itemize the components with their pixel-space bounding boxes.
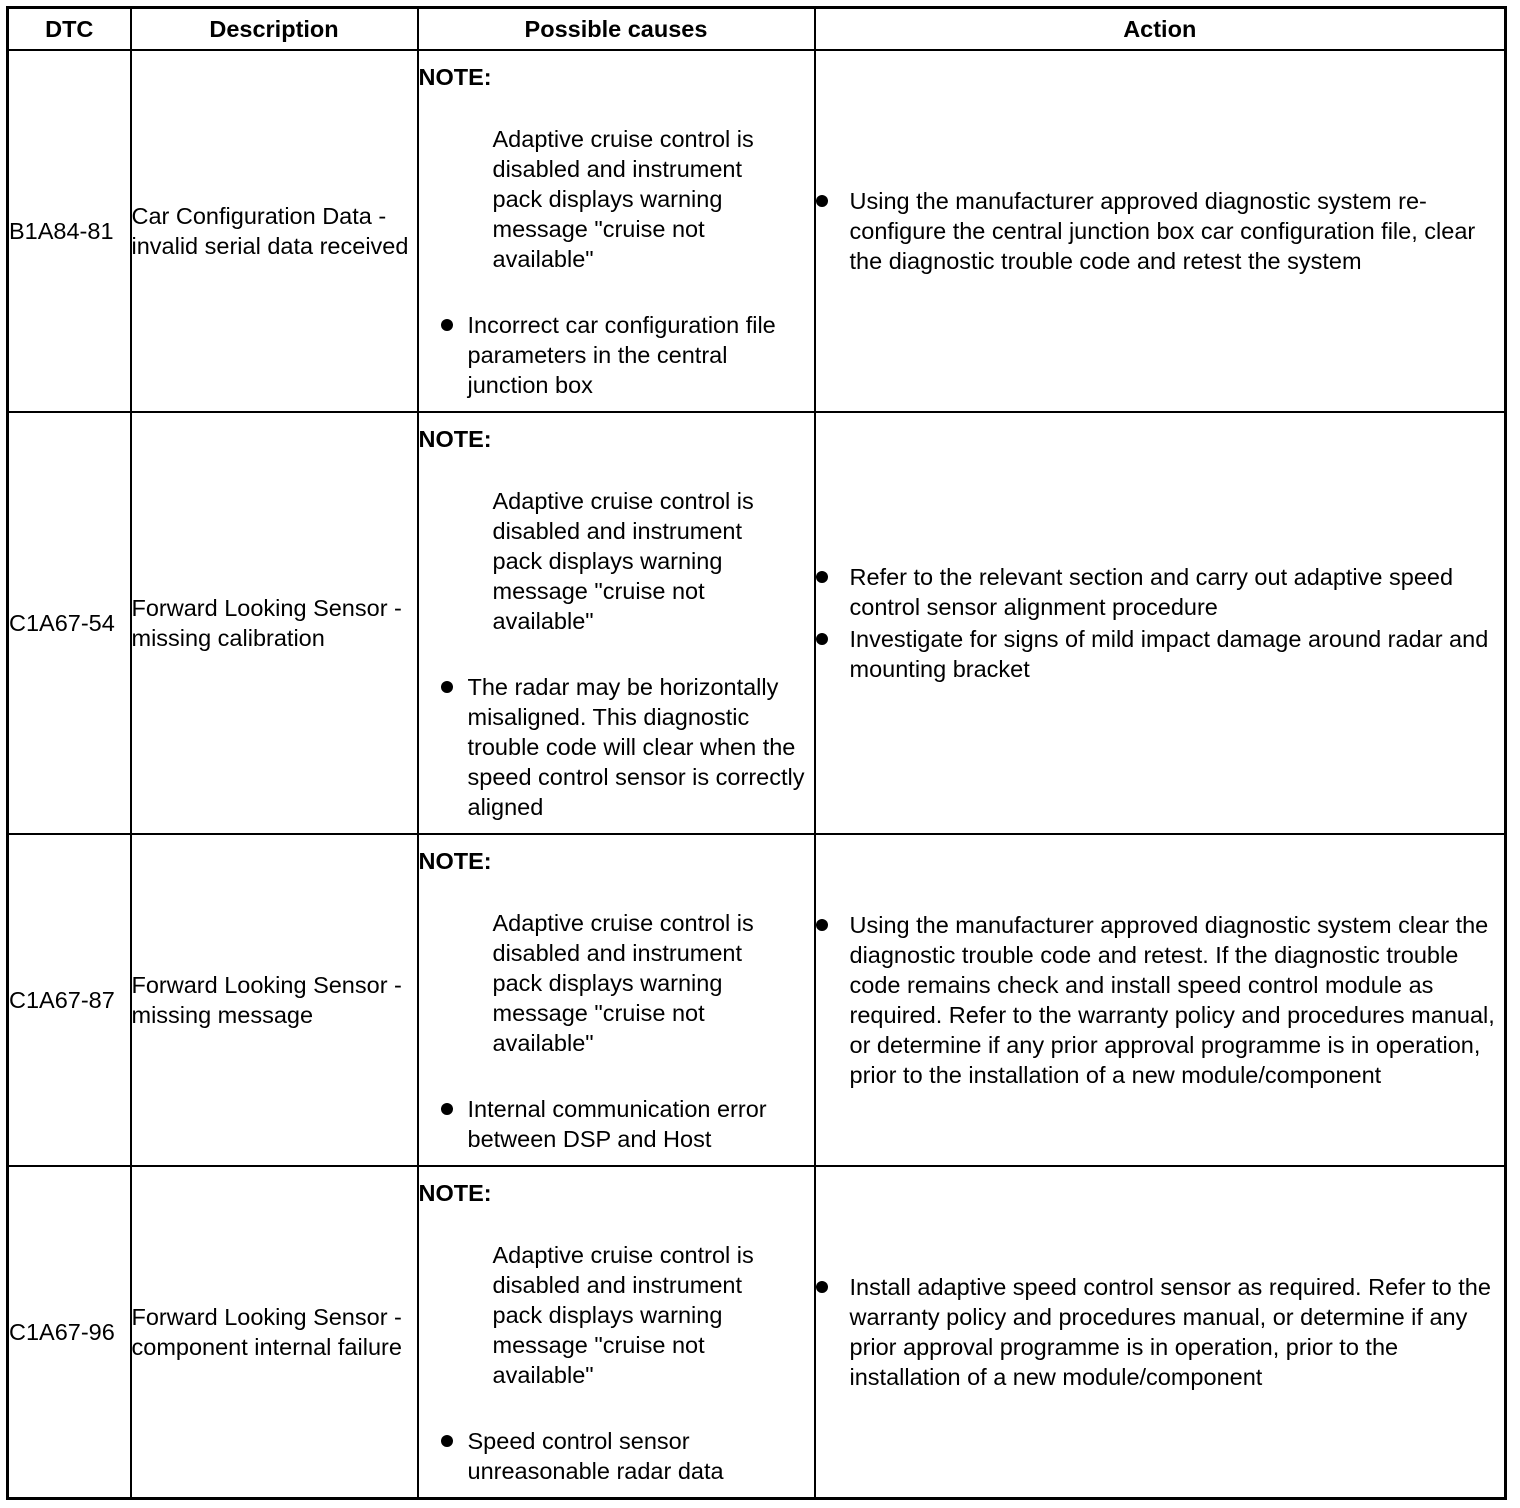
action-item (816, 186, 1505, 276)
action-cell (815, 50, 1506, 412)
cause-text: Incorrect car configuration file parameters in the central junction box (467, 312, 776, 398)
dtc-code: C1A67-87 (8, 834, 131, 1166)
note-text: Adaptive cruise control is disabled and instrument pack displays warning message "cruise not available" (492, 126, 754, 272)
bullet-icon (441, 1435, 453, 1447)
note-text: Adaptive cruise control is disabled and instrument pack displays warning message "cruise not available" (492, 910, 754, 1056)
action-text: Install adaptive speed control sensor as required. Refer to the warranty policy and procedures manual, or determine if any prior approval programme is in operation, prior to the installation of a new module/component (849, 1274, 1491, 1390)
actions-list (816, 186, 1505, 276)
table-row (8, 50, 1506, 412)
bullet-icon (441, 1103, 453, 1115)
possible-causes-cell (418, 412, 815, 834)
bullet-icon (816, 633, 828, 645)
table-row (8, 412, 1506, 834)
table-row (8, 1166, 1506, 1499)
bullet-icon (816, 571, 828, 583)
note-text: Adaptive cruise control is disabled and instrument pack displays warning message "cruise not available" (492, 488, 754, 634)
cause-item (419, 1426, 814, 1486)
bullet-icon (816, 1281, 828, 1293)
header-action: Action (815, 8, 1506, 51)
note-text: Adaptive cruise control is disabled and instrument pack displays warning message "cruise not available" (492, 1242, 754, 1388)
cause-item (419, 1094, 814, 1154)
table-row (8, 834, 1506, 1166)
dtc-description: Forward Looking Sensor - missing calibration (131, 412, 418, 834)
cause-item (419, 672, 814, 822)
action-item (816, 910, 1505, 1090)
note-title: NOTE: (418, 426, 492, 452)
causes-list (419, 310, 814, 400)
action-item (816, 624, 1505, 684)
dtc-code: B1A84-81 (8, 50, 131, 412)
header-row (8, 8, 1506, 51)
actions-list (816, 1272, 1505, 1392)
possible-causes-cell (418, 834, 815, 1166)
causes-list (419, 1094, 814, 1154)
dtc-description: Forward Looking Sensor - component internal failure (131, 1166, 418, 1499)
bullet-icon (441, 681, 453, 693)
dtc-code: C1A67-54 (8, 412, 131, 834)
note-title: NOTE: (418, 64, 492, 90)
bullet-icon (816, 195, 828, 207)
note-title: NOTE: (418, 848, 492, 874)
causes-list (419, 1426, 814, 1486)
header-possible-causes: Possible causes (418, 8, 815, 51)
actions-list (816, 562, 1505, 684)
action-cell (815, 1166, 1506, 1499)
action-cell (815, 834, 1506, 1166)
note-title: NOTE: (418, 1180, 492, 1206)
dtc-description: Forward Looking Sensor - missing message (131, 834, 418, 1166)
dtc-description: Car Configuration Data - invalid serial data received (131, 50, 418, 412)
action-item (816, 562, 1505, 622)
action-text: Using the manufacturer approved diagnostic system re-configure the central junction box car configuration file, clear the diagnostic trouble code and retest the system (849, 188, 1476, 274)
cause-text: Speed control sensor unreasonable radar data (467, 1428, 724, 1484)
cause-item (419, 310, 814, 400)
dtc-code: C1A67-96 (8, 1166, 131, 1499)
action-text: Refer to the relevant section and carry out adaptive speed control sensor alignment procedure (849, 564, 1454, 620)
action-cell (815, 412, 1506, 834)
dtc-table (6, 6, 1507, 1500)
cause-text: The radar may be horizontally misaligned. This diagnostic trouble code will clear when the speed control sensor is correctly aligned (467, 674, 805, 820)
cause-text: Internal communication error between DSP and Host (467, 1096, 767, 1152)
action-text: Investigate for signs of mild impact damage around radar and mounting bracket (849, 626, 1489, 682)
bullet-icon (441, 319, 453, 331)
action-text: Using the manufacturer approved diagnostic system clear the diagnostic trouble code and retest. If the diagnostic trouble code remains check and install speed control module as required. Refer to the warranty policy and procedures manual, or determine if any prior approval programme is in operation, prior to the installation of a new module/component (849, 912, 1495, 1088)
header-dtc: DTC (8, 8, 131, 51)
action-item (816, 1272, 1505, 1392)
actions-list (816, 910, 1505, 1090)
causes-list (419, 672, 814, 822)
possible-causes-cell (418, 1166, 815, 1499)
bullet-icon (816, 919, 828, 931)
possible-causes-cell (418, 50, 815, 412)
header-description: Description (131, 8, 418, 51)
